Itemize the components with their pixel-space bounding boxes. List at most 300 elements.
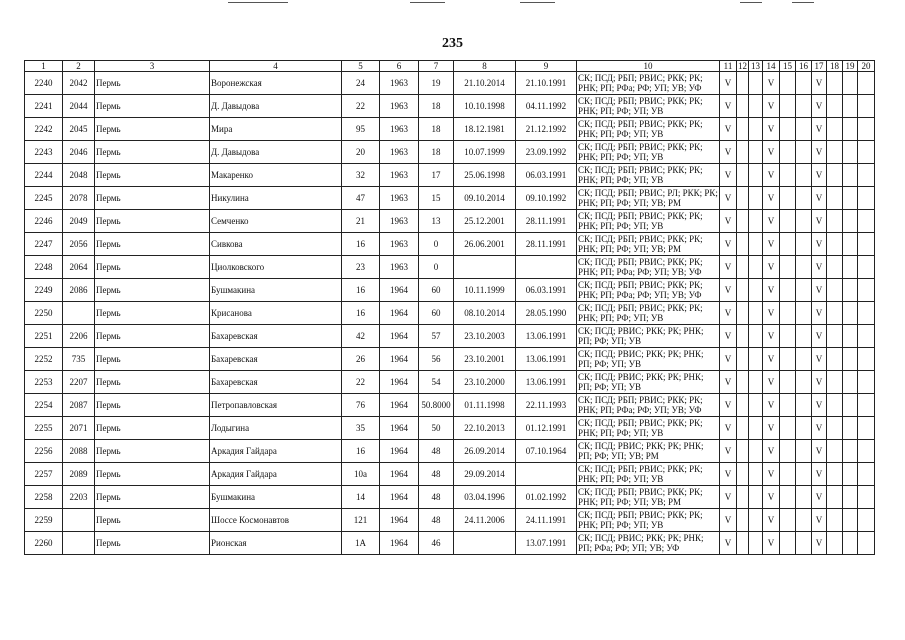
house-cell: 42 [342, 325, 380, 348]
street-cell: Мира [210, 118, 342, 141]
date-cell: 28.11.1991 [516, 210, 577, 233]
table-row [25, 440, 875, 463]
date-cell: 01.11.1998 [454, 394, 516, 417]
row-number: 2254 [25, 394, 63, 417]
table-row [25, 417, 875, 440]
mark-cell [749, 532, 763, 555]
street-cell: Макаренко [210, 164, 342, 187]
mark-cell [827, 348, 843, 371]
column-header: 2 [63, 61, 95, 72]
codes-cell: СК; ПСД; РБП; РВИС; РКК; РК; РНК; РП; РФ; УП; УВ [577, 509, 720, 532]
record-id: 2078 [63, 187, 95, 210]
codes-cell: СК; ПСД; РБП; РВИС; РКК; РК; РНК; РП; РФ; УП; УВ [577, 417, 720, 440]
table-row [25, 348, 875, 371]
mark-cell [843, 279, 858, 302]
city-cell: Пермь [95, 164, 210, 187]
record-id: 2071 [63, 417, 95, 440]
column-header: 10 [577, 61, 720, 72]
value-cell: 46 [419, 532, 454, 555]
mark-cell [827, 210, 843, 233]
record-id: 2086 [63, 279, 95, 302]
mark-cell [749, 256, 763, 279]
mark-cell: V [720, 279, 737, 302]
city-cell: Пермь [95, 187, 210, 210]
mark-cell [749, 233, 763, 256]
date-cell: 06.03.1991 [516, 164, 577, 187]
mark-cell [796, 463, 812, 486]
date-cell [454, 256, 516, 279]
mark-cell [843, 233, 858, 256]
date-cell: 21.10.2014 [454, 72, 516, 95]
date-cell: 13.06.1991 [516, 348, 577, 371]
date-cell: 10.11.1999 [454, 279, 516, 302]
house-cell: 21 [342, 210, 380, 233]
mark-cell: V [763, 279, 780, 302]
mark-cell [843, 210, 858, 233]
mark-cell: V [812, 118, 827, 141]
row-number: 2244 [25, 164, 63, 187]
date-cell: 23.09.1992 [516, 141, 577, 164]
date-cell: 21.12.1992 [516, 118, 577, 141]
mark-cell [858, 463, 875, 486]
value-cell: 50 [419, 417, 454, 440]
year-cell: 1963 [380, 233, 419, 256]
column-header: 14 [763, 61, 780, 72]
column-header: 6 [380, 61, 419, 72]
house-cell: 16 [342, 279, 380, 302]
mark-cell [796, 118, 812, 141]
mark-cell [737, 279, 749, 302]
table-row [25, 256, 875, 279]
year-cell: 1963 [380, 118, 419, 141]
date-cell: 22.11.1993 [516, 394, 577, 417]
street-cell: Д. Давыдова [210, 95, 342, 118]
mark-cell [780, 118, 796, 141]
mark-cell [796, 394, 812, 417]
mark-cell [749, 440, 763, 463]
mark-cell [796, 141, 812, 164]
mark-cell: V [812, 417, 827, 440]
mark-cell [827, 463, 843, 486]
table-row [25, 532, 875, 555]
mark-cell [858, 141, 875, 164]
date-cell: 23.10.2003 [454, 325, 516, 348]
value-cell: 60 [419, 302, 454, 325]
mark-cell [737, 256, 749, 279]
date-cell: 26.06.2001 [454, 233, 516, 256]
codes-cell: СК; ПСД; РБП; РВИС; РКК; РК; РНК; РП; РФ; УП; УВ [577, 141, 720, 164]
mark-cell [749, 72, 763, 95]
mark-cell: V [763, 164, 780, 187]
mark-cell [843, 371, 858, 394]
codes-cell: СК; ПСД; РБП; РВИС; РКК; РК; РНК; РП; РФ; УП; УВ [577, 164, 720, 187]
row-number: 2245 [25, 187, 63, 210]
street-cell: Бахаревская [210, 371, 342, 394]
table-row [25, 509, 875, 532]
mark-cell [827, 417, 843, 440]
mark-cell: V [720, 463, 737, 486]
house-cell: 10а [342, 463, 380, 486]
date-cell: 06.03.1991 [516, 279, 577, 302]
value-cell: 48 [419, 509, 454, 532]
table-row [25, 233, 875, 256]
mark-cell: V [812, 371, 827, 394]
mark-cell [780, 210, 796, 233]
year-cell: 1964 [380, 509, 419, 532]
mark-cell [737, 72, 749, 95]
value-cell: 60 [419, 279, 454, 302]
mark-cell [827, 486, 843, 509]
mark-cell: V [720, 486, 737, 509]
mark-cell [749, 394, 763, 417]
mark-cell [780, 279, 796, 302]
mark-cell [749, 348, 763, 371]
mark-cell: V [720, 302, 737, 325]
mark-cell [749, 371, 763, 394]
street-cell: Крисанова [210, 302, 342, 325]
mark-cell [827, 440, 843, 463]
mark-cell: V [763, 141, 780, 164]
codes-cell: СК; ПСД; РВИС; РКК; РК; РНК; РП; РФ; УП; УВ [577, 325, 720, 348]
mark-cell [780, 486, 796, 509]
mark-cell [749, 417, 763, 440]
table-row [25, 279, 875, 302]
row-number: 2257 [25, 463, 63, 486]
date-cell: 29.09.2014 [454, 463, 516, 486]
house-cell: 26 [342, 348, 380, 371]
codes-cell: СК; ПСД; РВИС; РКК; РК; РНК; РП; РФ; УП; УВ [577, 371, 720, 394]
value-cell: 19 [419, 72, 454, 95]
registry-table [24, 60, 875, 555]
date-cell: 24.11.2006 [454, 509, 516, 532]
mark-cell [843, 72, 858, 95]
record-id: 2044 [63, 95, 95, 118]
mark-cell: V [720, 348, 737, 371]
date-cell [454, 532, 516, 555]
date-cell: 21.10.1991 [516, 72, 577, 95]
mark-cell [737, 532, 749, 555]
column-header: 9 [516, 61, 577, 72]
mark-cell [737, 302, 749, 325]
codes-cell: СК; ПСД; РБП; РВИС; РКК; РК; РНК; РП; РФа; РФ; УП; УВ; УФ [577, 256, 720, 279]
mark-cell [749, 463, 763, 486]
column-header: 16 [796, 61, 812, 72]
date-cell [516, 463, 577, 486]
date-cell: 13.06.1991 [516, 371, 577, 394]
mark-cell: V [720, 118, 737, 141]
mark-cell: V [720, 394, 737, 417]
column-header: 17 [812, 61, 827, 72]
mark-cell [858, 325, 875, 348]
mark-cell [796, 210, 812, 233]
date-cell: 10.10.1998 [454, 95, 516, 118]
year-cell: 1963 [380, 210, 419, 233]
codes-cell: СК; ПСД; РВИС; РКК; РК; РНК; РП; РФ; УП; УВ; РМ [577, 440, 720, 463]
mark-cell [858, 118, 875, 141]
mark-cell: V [763, 509, 780, 532]
record-id: 2048 [63, 164, 95, 187]
record-id [63, 532, 95, 555]
mark-cell: V [763, 187, 780, 210]
date-cell: 04.11.1992 [516, 95, 577, 118]
mark-cell [843, 164, 858, 187]
city-cell: Пермь [95, 302, 210, 325]
mark-cell: V [720, 440, 737, 463]
value-cell: 13 [419, 210, 454, 233]
mark-cell [858, 417, 875, 440]
mark-cell [737, 210, 749, 233]
table-row [25, 164, 875, 187]
mark-cell [780, 72, 796, 95]
mark-cell: V [812, 532, 827, 555]
mark-cell: V [720, 509, 737, 532]
mark-cell [858, 532, 875, 555]
mark-cell [796, 302, 812, 325]
mark-cell [858, 72, 875, 95]
mark-cell [796, 371, 812, 394]
mark-cell [858, 164, 875, 187]
mark-cell [780, 325, 796, 348]
row-number: 2248 [25, 256, 63, 279]
record-id [63, 509, 95, 532]
street-cell: Бушмакина [210, 486, 342, 509]
street-cell: Бахаревская [210, 325, 342, 348]
street-cell: Сивкова [210, 233, 342, 256]
mark-cell [749, 164, 763, 187]
date-cell: 01.12.1991 [516, 417, 577, 440]
value-cell: 48 [419, 463, 454, 486]
mark-cell: V [812, 164, 827, 187]
mark-cell [843, 463, 858, 486]
mark-cell [843, 325, 858, 348]
mark-cell [780, 302, 796, 325]
mark-cell [749, 325, 763, 348]
codes-cell: СК; ПСД; РБП; РВИС; РКК; РК; РНК; РП; РФа; РФ; УП; УВ; УФ [577, 394, 720, 417]
mark-cell [843, 394, 858, 417]
mark-cell [737, 440, 749, 463]
value-cell: 48 [419, 440, 454, 463]
date-cell: 25.12.2001 [454, 210, 516, 233]
street-cell: Бахаревская [210, 348, 342, 371]
mark-cell [796, 325, 812, 348]
city-cell: Пермь [95, 279, 210, 302]
mark-cell [827, 118, 843, 141]
row-number: 2259 [25, 509, 63, 532]
street-cell: Лодыгина [210, 417, 342, 440]
row-number: 2249 [25, 279, 63, 302]
date-cell: 09.10.1992 [516, 187, 577, 210]
city-cell: Пермь [95, 348, 210, 371]
record-id: 2049 [63, 210, 95, 233]
house-cell: 121 [342, 509, 380, 532]
mark-cell [749, 118, 763, 141]
value-cell: 0 [419, 256, 454, 279]
column-header: 1 [25, 61, 63, 72]
row-number: 2243 [25, 141, 63, 164]
year-cell: 1963 [380, 164, 419, 187]
mark-cell [737, 348, 749, 371]
table-row [25, 371, 875, 394]
mark-cell [737, 118, 749, 141]
city-cell: Пермь [95, 509, 210, 532]
codes-cell: СК; ПСД; РБП; РВИС; РКК; РК; РНК; РП; РФ; УП; УВ [577, 118, 720, 141]
codes-cell: СК; ПСД; РБП; РВИС; РКК; РК; РНК; РП; РФа; РФ; УП; УВ; УФ [577, 279, 720, 302]
mark-cell [737, 141, 749, 164]
codes-cell: СК; ПСД; РБП; РВИС; РКК; РК; РНК; РП; РФ; УП; УВ [577, 463, 720, 486]
row-number: 2240 [25, 72, 63, 95]
year-cell: 1964 [380, 325, 419, 348]
mark-cell [827, 302, 843, 325]
city-cell: Пермь [95, 417, 210, 440]
house-cell: 14 [342, 486, 380, 509]
value-cell: 15 [419, 187, 454, 210]
mark-cell [796, 509, 812, 532]
mark-cell: V [812, 302, 827, 325]
mark-cell [796, 164, 812, 187]
mark-cell: V [812, 486, 827, 509]
mark-cell [737, 233, 749, 256]
street-cell: Петропавловская [210, 394, 342, 417]
mark-cell [749, 210, 763, 233]
mark-cell: V [812, 256, 827, 279]
mark-cell [749, 95, 763, 118]
mark-cell [827, 95, 843, 118]
mark-cell: V [812, 463, 827, 486]
year-cell: 1963 [380, 95, 419, 118]
mark-cell [827, 509, 843, 532]
date-cell: 24.11.1991 [516, 509, 577, 532]
mark-cell: V [720, 371, 737, 394]
mark-cell [858, 187, 875, 210]
mark-cell: V [763, 417, 780, 440]
mark-cell [843, 141, 858, 164]
date-cell [516, 256, 577, 279]
mark-cell: V [720, 187, 737, 210]
mark-cell: V [812, 187, 827, 210]
mark-cell [843, 302, 858, 325]
city-cell: Пермь [95, 486, 210, 509]
house-cell: 95 [342, 118, 380, 141]
mark-cell [796, 95, 812, 118]
record-id: 2056 [63, 233, 95, 256]
row-number: 2258 [25, 486, 63, 509]
mark-cell: V [763, 325, 780, 348]
city-cell: Пермь [95, 532, 210, 555]
table-row [25, 302, 875, 325]
street-cell: Аркадия Гайдара [210, 440, 342, 463]
mark-cell: V [763, 210, 780, 233]
mark-cell [737, 486, 749, 509]
mark-cell: V [812, 509, 827, 532]
mark-cell: V [812, 348, 827, 371]
row-number: 2246 [25, 210, 63, 233]
record-id: 2203 [63, 486, 95, 509]
column-header: 5 [342, 61, 380, 72]
mark-cell [737, 325, 749, 348]
city-cell: Пермь [95, 394, 210, 417]
house-cell: 35 [342, 417, 380, 440]
value-cell: 0 [419, 233, 454, 256]
value-cell: 48 [419, 486, 454, 509]
row-number: 2241 [25, 95, 63, 118]
mark-cell: V [763, 302, 780, 325]
table-row [25, 394, 875, 417]
row-number: 2247 [25, 233, 63, 256]
row-number: 2242 [25, 118, 63, 141]
date-cell: 23.10.2000 [454, 371, 516, 394]
mark-cell: V [763, 463, 780, 486]
record-id: 2042 [63, 72, 95, 95]
mark-cell [796, 187, 812, 210]
mark-cell [843, 118, 858, 141]
street-cell: Никулина [210, 187, 342, 210]
mark-cell [796, 486, 812, 509]
mark-cell [827, 371, 843, 394]
mark-cell: V [763, 371, 780, 394]
mark-cell: V [720, 256, 737, 279]
mark-cell: V [720, 95, 737, 118]
mark-cell: V [812, 233, 827, 256]
year-cell: 1964 [380, 371, 419, 394]
year-cell: 1964 [380, 463, 419, 486]
mark-cell: V [720, 417, 737, 440]
mark-cell [780, 164, 796, 187]
street-cell: Циолковского [210, 256, 342, 279]
value-cell: 56 [419, 348, 454, 371]
mark-cell [827, 164, 843, 187]
street-cell: Аркадия Гайдара [210, 463, 342, 486]
mark-cell [843, 348, 858, 371]
record-id [63, 302, 95, 325]
house-cell: 23 [342, 256, 380, 279]
value-cell: 18 [419, 118, 454, 141]
mark-cell [737, 394, 749, 417]
table-row [25, 95, 875, 118]
column-header: 15 [780, 61, 796, 72]
mark-cell [780, 417, 796, 440]
mark-cell: V [720, 210, 737, 233]
house-cell: 20 [342, 141, 380, 164]
mark-cell: V [763, 440, 780, 463]
value-cell: 18 [419, 95, 454, 118]
mark-cell [827, 394, 843, 417]
row-number: 2250 [25, 302, 63, 325]
mark-cell [858, 509, 875, 532]
mark-cell: V [720, 532, 737, 555]
year-cell: 1964 [380, 279, 419, 302]
city-cell: Пермь [95, 141, 210, 164]
mark-cell [780, 187, 796, 210]
mark-cell [737, 164, 749, 187]
column-header: 20 [858, 61, 875, 72]
street-cell: Бушмакина [210, 279, 342, 302]
mark-cell [737, 95, 749, 118]
mark-cell [737, 371, 749, 394]
date-cell: 28.05.1990 [516, 302, 577, 325]
mark-cell [737, 187, 749, 210]
mark-cell [858, 486, 875, 509]
house-cell: 22 [342, 95, 380, 118]
codes-cell: СК; ПСД; РВИС; РКК; РК; РНК; РП; РФа; РФ; УП; УВ; УФ [577, 532, 720, 555]
mark-cell [796, 532, 812, 555]
mark-cell [780, 463, 796, 486]
mark-cell [780, 233, 796, 256]
mark-cell [843, 509, 858, 532]
mark-cell [843, 417, 858, 440]
mark-cell: V [720, 72, 737, 95]
mark-cell [843, 486, 858, 509]
row-number: 2252 [25, 348, 63, 371]
